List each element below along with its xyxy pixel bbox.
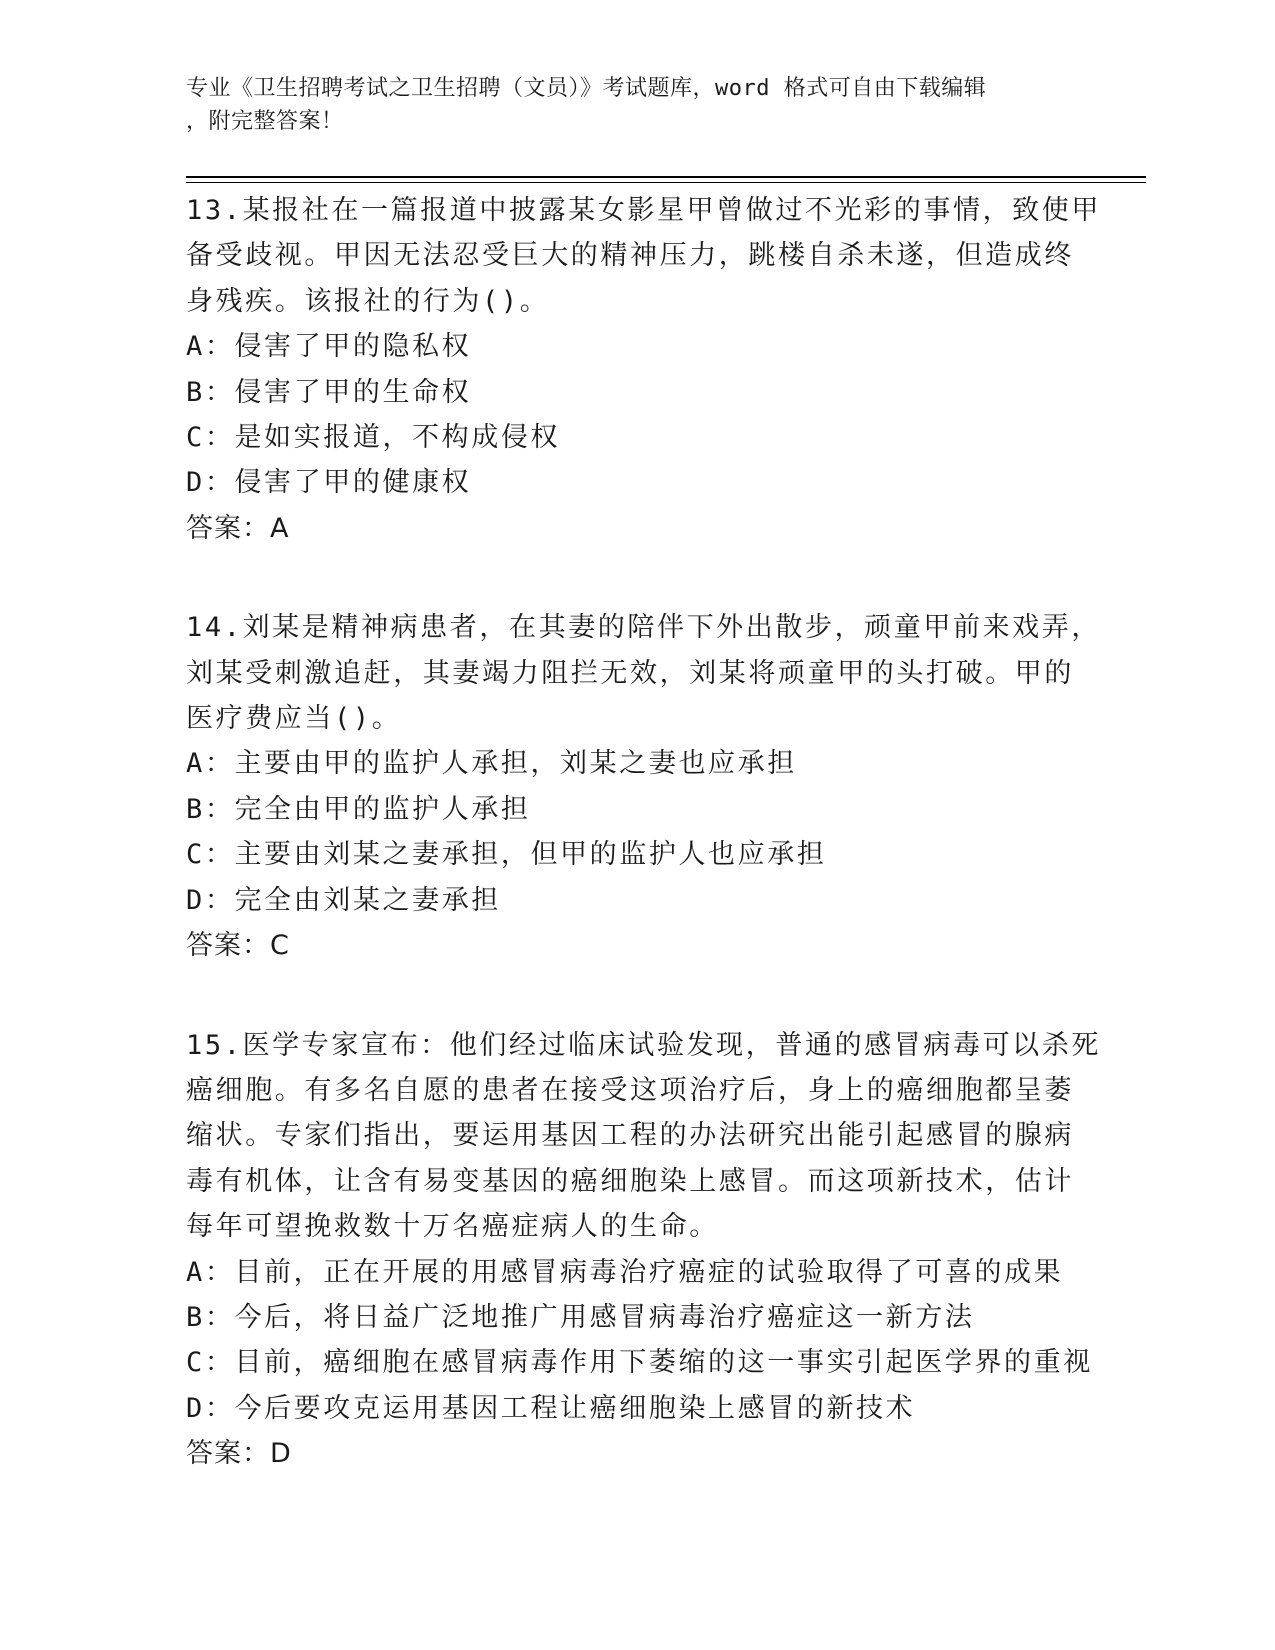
- header-line-1: 专业《卫生招聘考试之卫生招聘（文员）》考试题库，word 格式可自由下载编辑: [186, 76, 987, 101]
- option-d: D：今后要攻克运用基因工程让癌细胞染上感冒的新技术: [186, 1392, 916, 1424]
- question-15: [186, 1023, 1101, 1477]
- option-b: B：完全由甲的监护人承担: [186, 793, 531, 825]
- answer-label: 答案：A: [186, 512, 290, 544]
- question-stem-line: 13.某报社在一篇报道中披露某女影星甲曾做过不光彩的事情，致使甲: [186, 195, 1101, 226]
- option-a: A：目前，正在开展的用感冒病毒治疗癌症的试验取得了可喜的成果: [186, 1256, 1064, 1288]
- option-d: D：侵害了甲的健康权: [186, 467, 472, 499]
- question-stem-line: 毒有机体，让含有易变基因的癌细胞染上感冒。而这项新技术，估计: [186, 1165, 1074, 1197]
- question-stem-line: 医疗费应当()。: [186, 703, 402, 735]
- question-stem-line: 备受歧视。甲因无法忍受巨大的精神压力，跳楼自杀未遂，但造成终: [186, 240, 1074, 272]
- header-divider-thick: [186, 176, 1146, 178]
- question-stem-line: 缩状。专家们指出，要运用基因工程的办法研究出能引起感冒的腺病: [186, 1120, 1074, 1152]
- question-list: [186, 188, 1101, 1531]
- answer-label: 答案：C: [186, 930, 290, 962]
- option-c: C：目前，癌细胞在感冒病毒作用下萎缩的这一事实引起医学界的重视: [186, 1347, 1093, 1379]
- option-b: B：今后，将日益广泛地推广用感冒病毒治疗癌症这一新方法: [186, 1301, 975, 1333]
- header-line-2: ，附完整答案！: [186, 109, 344, 134]
- header-divider-thin: [186, 182, 1146, 183]
- answer-label: 答案：D: [186, 1438, 292, 1470]
- question-14: [186, 605, 1101, 968]
- question-stem-line: 每年可望挽救数十万名癌症病人的生命。: [186, 1211, 719, 1243]
- question-stem-line: 癌细胞。有多名自愿的患者在接受这项治疗后，身上的癌细胞都呈萎: [186, 1074, 1074, 1106]
- option-a: A：主要由甲的监护人承担，刘某之妻也应承担: [186, 748, 797, 780]
- question-stem-line: 身残疾。该报社的行为()。: [186, 285, 550, 317]
- question-13: [186, 188, 1101, 551]
- option-c: C：主要由刘某之妻承担，但甲的监护人也应承担: [186, 839, 827, 871]
- option-a: A：侵害了甲的隐私权: [186, 331, 472, 363]
- question-stem-line: 15.医学专家宣布：他们经过临床试验发现，普通的感冒病毒可以杀死: [186, 1029, 1101, 1061]
- option-d: D：完全由刘某之妻承担: [186, 884, 501, 916]
- option-c: C：是如实报道，不构成侵权: [186, 422, 561, 454]
- option-b: B：侵害了甲的生命权: [186, 376, 472, 408]
- document-header: [186, 72, 1066, 138]
- question-stem-line: 14.刘某是精神病患者，在其妻的陪伴下外出散步，顽童甲前来戏弄，: [186, 612, 1101, 644]
- question-stem-line: 刘某受刺激追赶，其妻竭力阻拦无效，刘某将顽童甲的头打破。甲的: [186, 657, 1074, 689]
